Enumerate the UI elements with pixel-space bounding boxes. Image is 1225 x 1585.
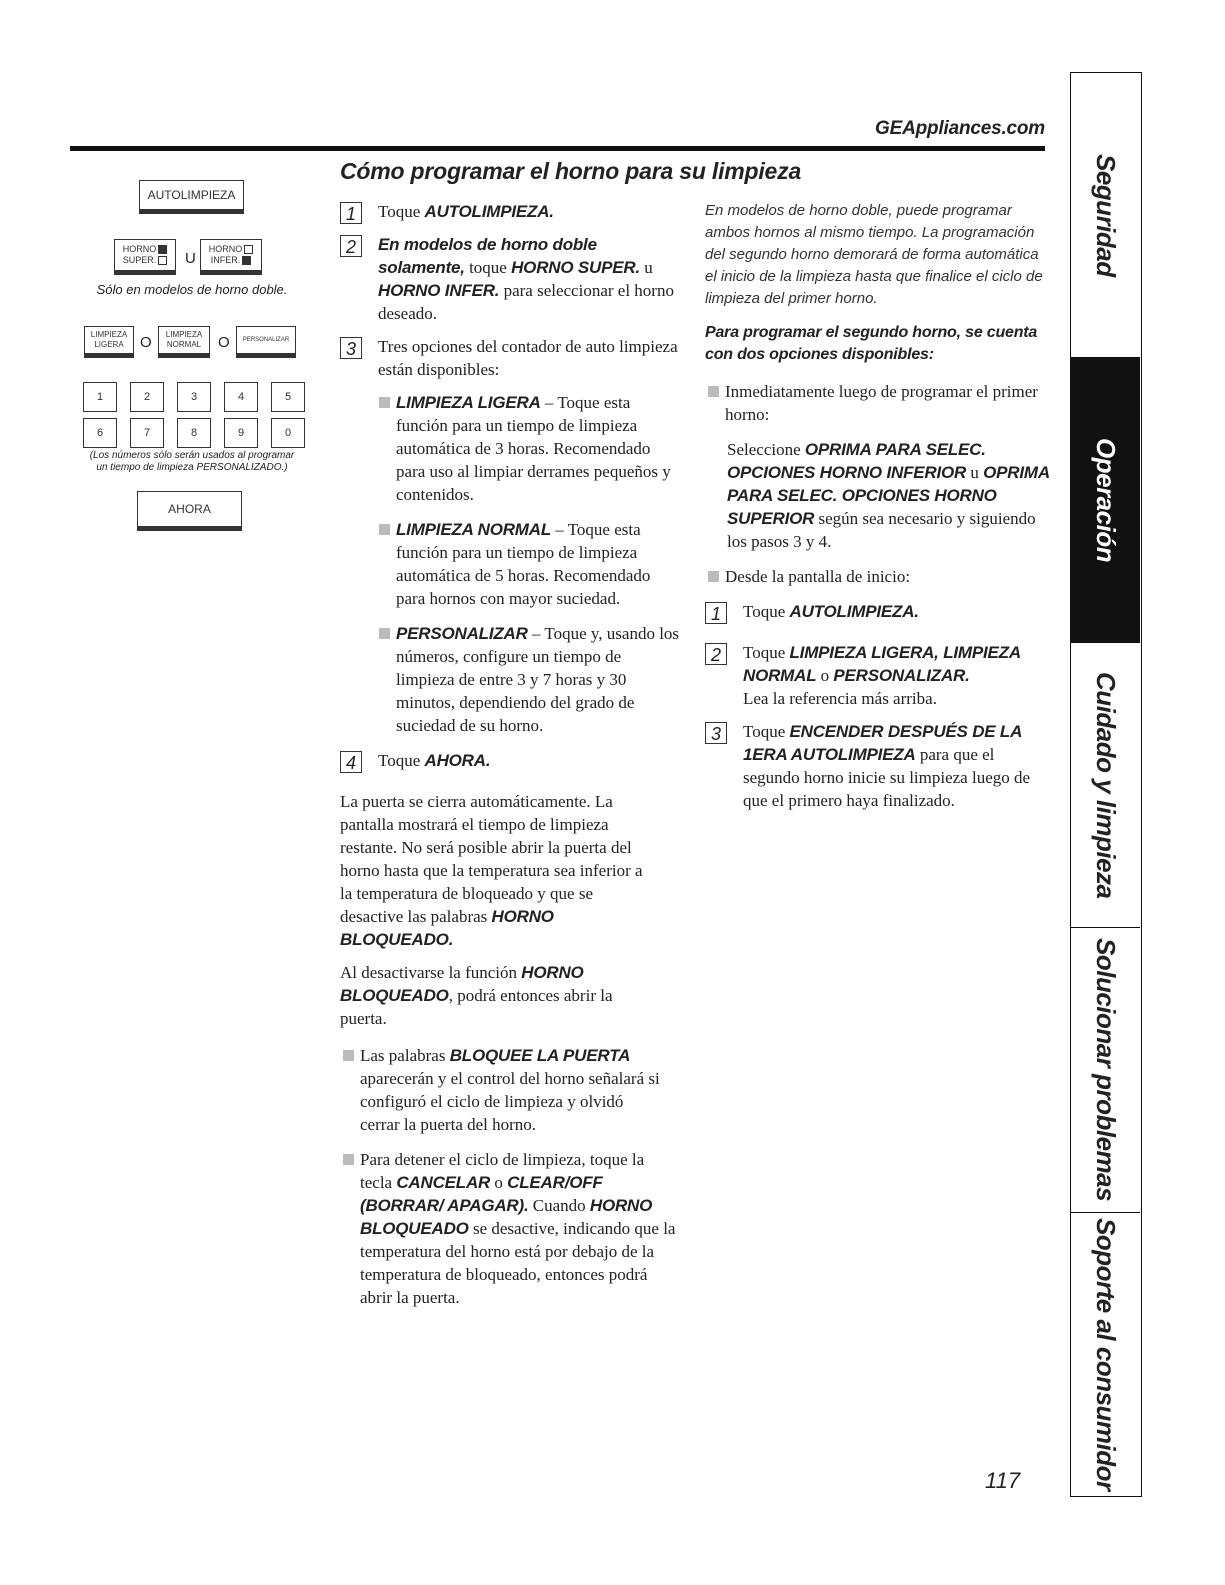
number-key: 9 bbox=[224, 418, 258, 448]
option-immediately: Inmediatamente luego de programar el primer horno: bbox=[705, 380, 1050, 426]
section-tabs bbox=[1070, 72, 1142, 1497]
note-stop-cycle: Para detener el ciclo de limpieza, toque la tecla CANCELAR o CLEAR/OFF (BORRAR/ APAGAR). Cuando HORNO BLOQUEADO se desactive, indicando que la temperatura del horno está por debajo de la temperatura de bloqueado, entonces podrá abrir la puerta. bbox=[340, 1148, 680, 1309]
option-light-clean: LIMPIEZA LIGERA – Toque esta función para un tiempo de limpieza automática de 3 horas. Recomendado para uso al limpiar derrames pequeños y contenidos. bbox=[376, 391, 680, 506]
control-panel-illustration bbox=[72, 158, 312, 538]
number-key: 7 bbox=[130, 418, 164, 448]
option-from-home: Desde la pantalla de inicio: bbox=[705, 565, 1050, 588]
number-key: 0 bbox=[271, 418, 305, 448]
note-lock-door: Las palabras BLOQUEE LA PUERTA aparecerán y el control del horno señalará si configuró el ciclo de limpieza y olvidó cerrar la puerta del horno. bbox=[340, 1044, 660, 1136]
tab-cuidado-limpieza[interactable]: Cuidado y limpieza bbox=[1071, 643, 1140, 928]
select-oven-instructions: Seleccione OPRIMA PARA SELEC. OPCIONES HORNO INFERIOR u OPRIMA PARA SELEC. OPCIONES HORNO SUPERIOR según sea necesario y siguiendo los pasos 3 y 4. bbox=[727, 440, 1050, 551]
paragraph-unlock: Al desactivarse la función HORNO BLOQUEADO, podrá entonces abrir la puerta. bbox=[340, 963, 613, 1028]
custom-clean-key: PERSONALIZAR bbox=[236, 326, 296, 358]
number-key: 2 bbox=[130, 382, 164, 412]
option-custom-clean: PERSONALIZAR – Toque y, usando los números, configure un tiempo de limpieza de entre 3 y 7 horas y 30 minutos, dependiendo del grado de suciedad de su horno. bbox=[376, 622, 680, 737]
tab-seguridad[interactable]: Seguridad bbox=[1071, 73, 1140, 358]
number-key: 5 bbox=[271, 382, 305, 412]
or-separator: O bbox=[140, 334, 152, 351]
page-number: 117 bbox=[985, 1468, 1021, 1493]
step-number: 1 bbox=[340, 202, 362, 224]
or-separator: O bbox=[218, 334, 230, 351]
number-key: 8 bbox=[177, 418, 211, 448]
number-key: 4 bbox=[224, 382, 258, 412]
filled-square-icon bbox=[158, 245, 167, 254]
step-number: 2 bbox=[705, 643, 727, 665]
tab-soporte-consumidor[interactable]: Soporte al consumidor bbox=[1091, 1217, 1121, 1491]
autolimpieza-key: AUTOLIMPIEZA bbox=[139, 180, 244, 214]
number-key: 6 bbox=[83, 418, 117, 448]
step-4: 4 Toque AHORA. bbox=[340, 749, 680, 772]
lower-oven-key: HORNO INFER. bbox=[200, 239, 262, 275]
step-number: 4 bbox=[340, 751, 362, 773]
second-step-1: 1 Toque AUTOLIMPIEZA. bbox=[705, 600, 1050, 623]
tab-operacion[interactable]: Operación bbox=[1071, 358, 1140, 643]
paragraph-door-locks: La puerta se cierra automáticamente. La pantalla mostrará el tiempo de limpieza restante. No será posible abrir la puerta del horno hasta que la temperatura sea inferior a la temperatura de bloqueado y que se desactive las palabras HORNO BLOQUEADO. bbox=[340, 792, 643, 949]
or-separator: U bbox=[185, 250, 196, 267]
light-clean-key: LIMPIEZA LIGERA bbox=[84, 326, 134, 358]
empty-square-icon bbox=[244, 245, 253, 254]
step-1: 1 Toque AUTOLIMPIEZA. bbox=[340, 200, 680, 223]
instructions-column bbox=[340, 200, 680, 1321]
now-key: AHORA bbox=[137, 491, 242, 531]
double-oven-intro: En modelos de horno doble, puede programar ambos hornos al mismo tiempo. La programación del segundo horno demorará de forma automática el inicio de la limpieza hasta que finalice el ciclo de limpieza del primer horno. bbox=[705, 202, 1043, 307]
step-number: 2 bbox=[340, 235, 362, 257]
number-key: 1 bbox=[83, 382, 117, 412]
step-number: 1 bbox=[705, 602, 727, 624]
empty-square-icon bbox=[158, 256, 167, 265]
double-oven-column bbox=[705, 200, 1050, 822]
site-url: GEAppliances.com bbox=[875, 118, 1045, 139]
filled-square-icon bbox=[242, 256, 251, 265]
second-oven-heading: Para programar el segundo horno, se cuenta con dos opciones disponibles: bbox=[705, 324, 1038, 363]
step-3: 3 Tres opciones del contador de auto limpieza están disponibles: bbox=[340, 335, 680, 381]
header-rule bbox=[70, 146, 1045, 151]
second-step-2: 2 Toque LIMPIEZA LIGERA, LIMPIEZA NORMAL o PERSONALIZAR. Lea la referencia más arriba. bbox=[705, 641, 1050, 710]
tab-solucionar-problemas[interactable]: Solucionar problemas bbox=[1071, 928, 1140, 1213]
step-number: 3 bbox=[340, 337, 362, 359]
numbers-note: (Los números sólo serán usados al programar un tiempo de limpieza PERSONALIZADO.) bbox=[89, 450, 295, 473]
normal-clean-key: LIMPIEZA NORMAL bbox=[158, 326, 210, 358]
page-title: Cómo programar el horno para su limpieza bbox=[340, 158, 802, 184]
step-number: 3 bbox=[705, 722, 727, 744]
upper-oven-key: HORNO SUPER. bbox=[114, 239, 176, 275]
double-oven-note: Sólo en modelos de horno doble. bbox=[96, 282, 288, 297]
number-key: 3 bbox=[177, 382, 211, 412]
second-step-3: 3 Toque ENCENDER DESPUÉS DE LA 1ERA AUTOLIMPIEZA para que el segundo horno inicie su limpieza luego de que el primero haya finalizado. bbox=[705, 720, 1050, 812]
option-normal-clean: LIMPIEZA NORMAL – Toque esta función para un tiempo de limpieza automática de 5 horas. Recomendado para hornos con mayor suciedad. bbox=[376, 518, 680, 610]
step-2: 2 En modelos de horno doble solamente, toque HORNO SUPER. u HORNO INFER. para seleccionar el horno deseado. bbox=[340, 233, 680, 325]
